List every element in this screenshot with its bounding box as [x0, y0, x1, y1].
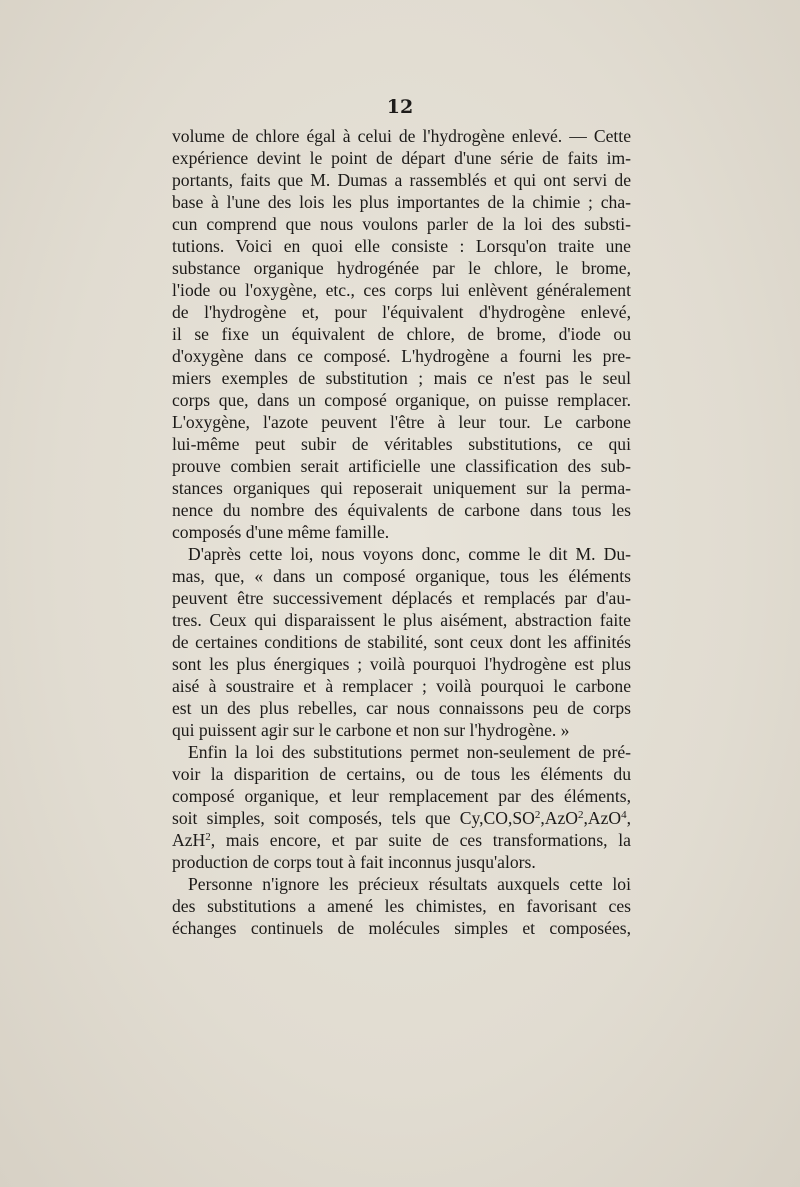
page-number: 12 — [386, 96, 414, 118]
text-line: substance organique hydrogénée par le chlore, le brome, — [172, 258, 631, 278]
text-line: peuvent être successivement déplacés et remplacés par d'au- — [172, 588, 631, 608]
text-line-formula: soit simples, soit composés, tels que $Cy,CO,SO^2,AzO^2,AzO^4$, — [172, 808, 631, 828]
text-line: de certaines conditions de stabilité, sont ceux dont les affinités — [172, 632, 631, 652]
text-line: miers exemples de substitution ; mais ce n'est pas le seul — [172, 368, 631, 388]
text-line: nence du nombre des équivalents de carbone dans tous les — [172, 500, 631, 520]
text-line: portants, faits que M. Dumas a rassemblés et qui ont servi de — [172, 170, 631, 190]
text-line: est un des plus rebelles, car nous connaissons peu de corps — [172, 698, 631, 718]
text-line-formula: AzH$^2$, mais encore, et par suite de ces transformations, la — [172, 830, 631, 850]
text-line: échanges continuels de molécules simples et composées, — [172, 918, 631, 938]
text-line: l'iode ou l'oxygène, etc., ces corps lui enlèvent généralement — [172, 280, 631, 300]
text-line: stances organiques qui reposerait uniquement sur la perma- — [172, 478, 631, 498]
text-line: des substitutions a amené les chimistes, en favorisant ces — [172, 896, 631, 916]
text-line: tres. Ceux qui disparaissent le plus aisément, abstraction faite — [172, 610, 631, 630]
text-line: expérience devint le point de départ d'une série de faits im- — [172, 148, 631, 168]
text-line: mas, que, « dans un composé organique, tous les éléments — [172, 566, 631, 586]
text-line: aisé à soustraire et à remplacer ; voilà pourquoi le carbone — [172, 676, 631, 696]
text-line: volume de chlore égal à celui de l'hydrogène enlevé. — Cette — [172, 126, 631, 146]
text-line: de l'hydrogène et, pour l'équivalent d'hydrogène enlevé, — [172, 302, 631, 322]
text-line: d'oxygène dans ce composé. L'hydrogène a fourni les pre- — [172, 346, 631, 366]
text-line: Enfin la loi des substitutions permet non-seulement de pré- — [188, 742, 631, 762]
text-line: voir la disparition de certains, ou de tous les éléments du — [172, 764, 631, 784]
text-line: lui-même peut subir de véritables substitutions, ce qui — [172, 434, 631, 454]
text-line: tutions. Voici en quoi elle consiste : Lorsqu'on traite une — [172, 236, 631, 256]
text-line: cun comprend que nous voulons parler de la loi des substi- — [172, 214, 631, 234]
text-line: D'après cette loi, nous voyons donc, comme le dit M. Du- — [188, 544, 631, 564]
text-line: qui puissent agir sur le carbone et non sur l'hydrogène. » — [172, 720, 570, 740]
text-line: composés d'une même famille. — [172, 522, 390, 542]
text-line: sont les plus énergiques ; voilà pourquoi l'hydrogène est plus — [172, 654, 631, 674]
text-line: composé organique, et leur remplacement par des éléments, — [172, 786, 631, 806]
text-line: prouve combien serait artificielle une classification des sub- — [172, 456, 631, 476]
text-line: corps que, dans un composé organique, on puisse remplacer. — [172, 390, 631, 410]
text-line: Personne n'ignore les précieux résultats auxquels cette loi — [188, 874, 631, 894]
text-line: il se fixe un équivalent de chlore, de brome, d'iode ou — [172, 324, 631, 344]
text-line: L'oxygène, l'azote peuvent l'être à leur tour. Le carbone — [172, 412, 631, 432]
text-line: production de corps tout à fait inconnus jusqu'alors. — [172, 852, 536, 872]
text-line: base à l'une des lois les plus importantes de la chimie ; cha- — [172, 192, 631, 212]
